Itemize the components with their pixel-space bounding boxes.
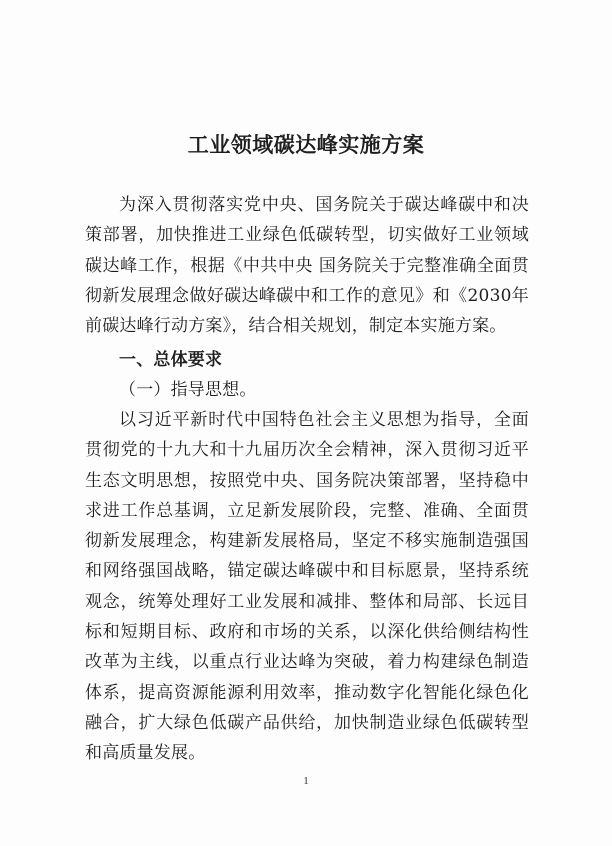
section-heading-wrapper xyxy=(85,345,529,375)
guiding-section xyxy=(85,405,529,769)
subsection-heading-wrapper xyxy=(85,375,529,405)
intro-section xyxy=(85,190,529,341)
subsection-heading: （一）指导思想。 xyxy=(119,380,257,400)
intro-paragraph: 为深入贯彻落实党中央、国务院关于碳达峰碳中和决策部署，加快推进工业绿色低碳转型，切实做好工业领域碳达峰工作，根据《中共中央 国务院关于完整准确全面贯彻新发展理念做好碳达峰碳中和工作的意见》和《2030年前碳达峰行动方案》，结合相关规划，制定本实施方案。 xyxy=(85,195,529,337)
page-number: 1 xyxy=(303,775,309,787)
guiding-paragraph: 以习近平新时代中国特色社会主义思想为指导，全面贯彻党的十九大和十九届历次全会精神，深入贯彻习近平生态文明思想，按照党中央、国务院决策部署，坚持稳中求进工作总基调，立足新发展阶段，完整、准确、全面贯彻新发展理念，构建新发展格局，坚定不移实施制造强国和网络强国战略，锚定碳达峰碳中和目标愿景，坚持系统观念，统筹处理好工业发展和减排、整体和局部、长远目标和短期目标、政府和市场的关系，以深化供给侧结构性改革为主线，以重点行业达峰为突破，着力构建绿色制造体系，提高资源能源利用效率，推动数字化智能化绿色化融合，扩大绿色低碳产品供给，加快制造业绿色低碳转型和高质量发展。 xyxy=(85,410,529,764)
document-title: 工业领域碳达峰实施方案 xyxy=(187,132,425,157)
section-heading: 一、总体要求 xyxy=(119,350,223,370)
